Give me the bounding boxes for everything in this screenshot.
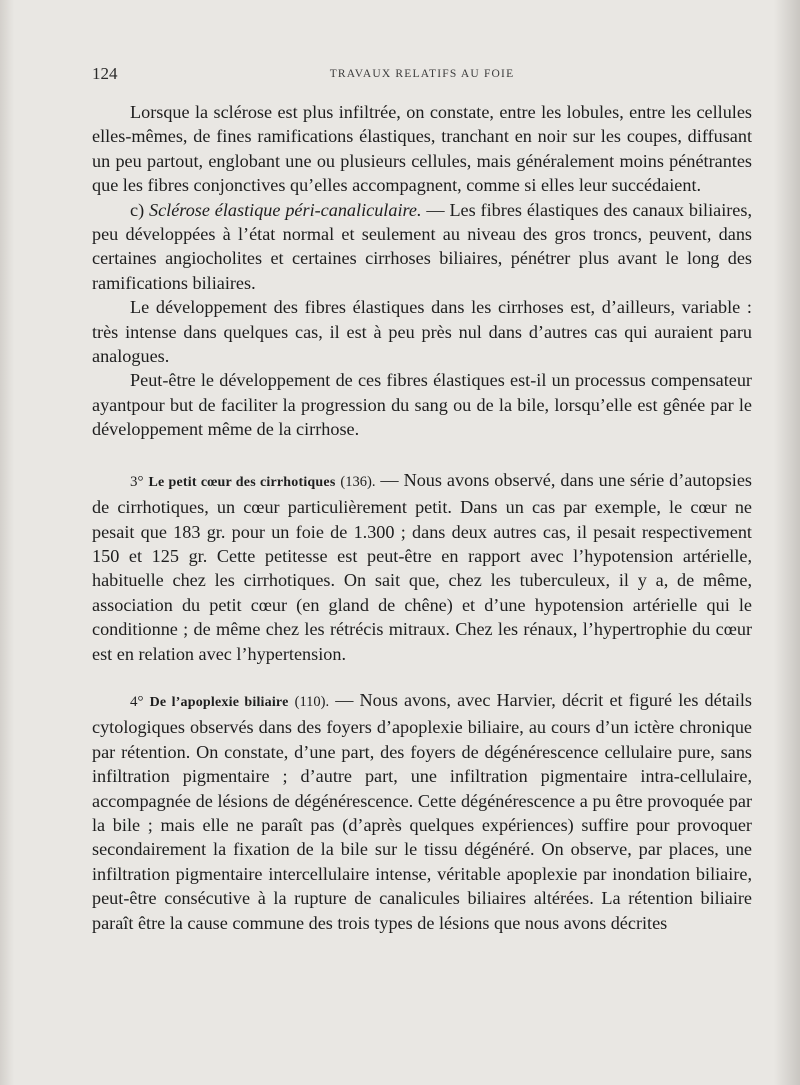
paragraph-pericanalicular-sclerosis xyxy=(92,198,752,296)
paragraph-label: c) xyxy=(130,199,145,220)
body-text xyxy=(92,100,752,935)
section-number: 4° xyxy=(130,693,144,710)
page-edge-shadow-left xyxy=(0,0,14,1085)
page-edge-shadow-right xyxy=(774,0,800,1085)
paragraph-text: — Les fibres élastiques des canaux biliaires, peu développées à l’état normal et seulement au niveau des gros troncs, peuvent, dans certaines angiocholites et certaines cirrhoses biliaires, pénétrer plus avant le long des ramifications biliaires. xyxy=(92,199,752,293)
paragraph-text: Lorsque la sclérose est plus infiltrée, on constate, entre les lobules, entre les cellules elles-mêmes, de fines ramifications élastiques, tranchant en noir sur les coupes, diffusant un peu partout, englobant une ou plusieurs cellules, mais généralement moins pénétrantes que les fibres conjonctives qu’elles accompagnent, comme si elles leur succédaient. xyxy=(92,102,752,196)
paragraph-text: Peut-être le développement de ces fibres élastiques est-il un processus compensateur ayantpour but de faciliter la progression du sang ou de la bile, lorsqu’elle est gênée par le développement même de la cirrhose. xyxy=(92,370,752,440)
section-reference: (110). xyxy=(294,693,330,710)
page-number: 124 xyxy=(92,64,118,83)
paragraph-sclerosis-infiltration xyxy=(92,100,752,198)
section-heading: De l’apoplexie biliaire xyxy=(149,694,289,710)
section-biliary-apoplexy xyxy=(92,688,752,935)
paragraph-compensatory-process xyxy=(92,368,752,441)
paragraph-elastic-development xyxy=(92,295,752,368)
page-header xyxy=(92,64,752,88)
section-small-heart xyxy=(92,468,752,666)
paragraph-italic-title: Sclérose élastique péri-canaliculaire. xyxy=(149,199,422,220)
section-text: — Nous avons, avec Harvier, décrit et figuré les détails cytologiques observés dans des foyers d’apoplexie biliaire, au cours d’un ictère chronique par rétention. On constate, d’une part, des foyers de dégénérescence cellulaire pure, sans infiltration pigmentaire ; d’autre part, une infiltration pigmentaire intra-cellulaire, accompagnée de lésions de dégénérescence. Cette dégénérescence a pu être provoquée par la bile ; mais elle ne paraît pas (d’après quelques expériences) suffire pour provoquer secondairement la fixation de la bile sur le tissu dégénéré. On observe, par places, une infiltration pigmentaire intercellulaire intense, véritable apoplexie par inondation biliaire, peut-être consécutive à la rupture de canalicules biliaires altérées. La rétention biliaire paraît être la cause commune des trois types de lésions que nous avons décrites xyxy=(92,689,753,933)
section-text: — Nous avons observé, dans une série d’autopsies de cirrhotiques, un cœur particulièrement petit. Dans un cas par exemple, le cœur ne pesait que 183 gr. pour un foie de 1.300 ; dans deux autres cas, il pesait respectivement 150 et 125 gr. Cette petitesse est peut-être en rapport avec l’hypotension artérielle, habituelle chez les cirrhotiques. On sait que, chez les tuberculeux, il y a, de même, association du petit cœur (en gland de chêne) et d’une hypotension artérielle qui le conditionne ; de même chez les rétrécis mitraux. Chez les rénaux, l’hypertrophie du cœur est en relation avec l’hypertension. xyxy=(92,469,752,664)
section-number: 3° xyxy=(130,473,144,490)
paragraph-text: Le développement des fibres élastiques dans les cirrhoses est, d’ailleurs, variable : très intense dans quelques cas, il est à peu près nul dans d’autres cas qui auraient paru analogues. xyxy=(92,297,752,367)
running-title: TRAVAUX RELATIFS AU FOIE xyxy=(329,68,515,80)
section-reference: (136). xyxy=(340,473,376,490)
section-heading: Le petit cœur des cirrhotiques xyxy=(148,474,336,490)
